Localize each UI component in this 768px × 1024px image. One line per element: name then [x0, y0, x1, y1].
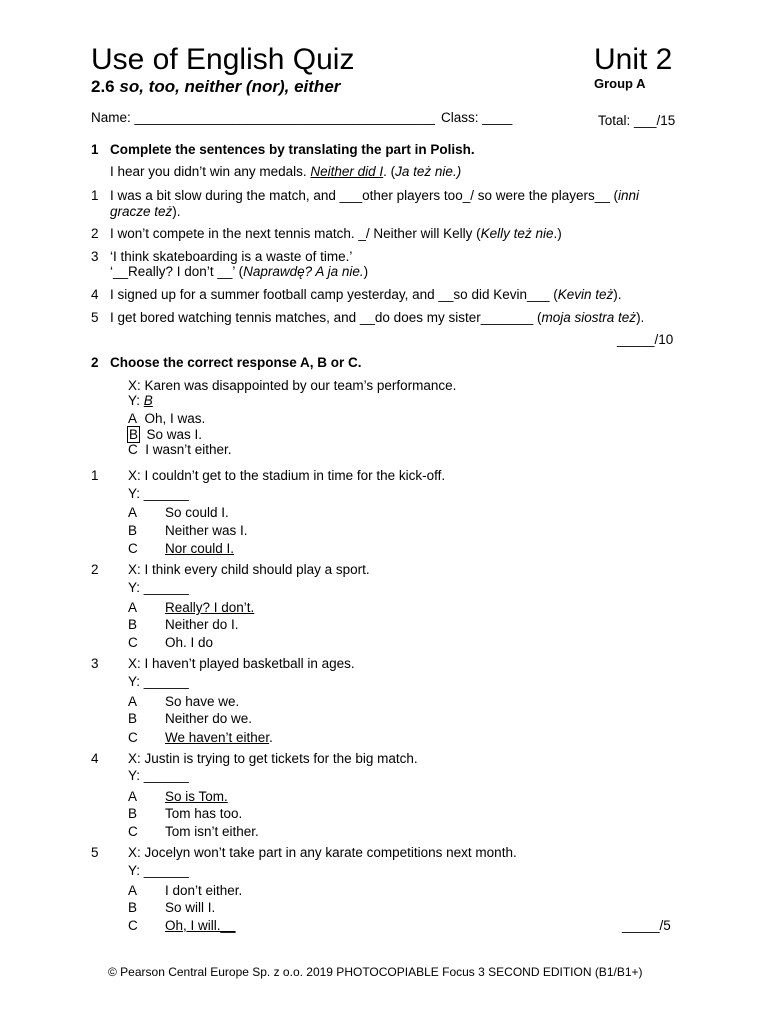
item-punct: ): [363, 264, 369, 279]
ex2-item-y: Y: ______: [128, 580, 189, 595]
ex2-item-number: 3: [91, 656, 99, 671]
option-letter: B: [128, 711, 138, 726]
ex2-item-number: 5: [91, 845, 99, 860]
option-letter: A: [128, 883, 138, 898]
ex1-item-number: 5: [91, 310, 99, 325]
ex2-item-x: X: I couldn’t get to the stadium in time for the kick-off.: [128, 468, 446, 483]
ex2-example-x: X: Karen was disappointed by our team’s performance.: [128, 378, 457, 393]
option-letter: A: [128, 789, 138, 804]
example-polish: Ja też nie.): [395, 164, 462, 179]
item-text: ‘__Really? I don’t __’ (: [110, 264, 244, 279]
answer-text: We haven’t either: [165, 730, 270, 745]
ex1-item-number: 3: [91, 249, 99, 264]
ex2-item-x: X: I haven’t played basketball in ages.: [128, 656, 355, 671]
option-text: Oh. I do: [165, 635, 214, 650]
ex2-item-x: X: Justin is trying to get tickets for the big match.: [128, 751, 418, 766]
ex2-item-number: 1: [91, 468, 99, 483]
option-text: I don’t either.: [165, 883, 243, 898]
option-letter: A: [128, 411, 138, 426]
ex2-item-y: Y: ______: [128, 486, 189, 501]
option-letter: A: [128, 694, 138, 709]
ex1-number: 1: [91, 142, 99, 157]
quiz-title: Use of English Quiz: [91, 43, 355, 76]
option-text: Tom has too.: [165, 806, 243, 821]
ex2-item-y: Y: ______: [128, 768, 189, 783]
item-polish: inni: [618, 188, 640, 203]
class-field: Class: ____: [441, 110, 513, 125]
option-text-answer: Oh, I will.__: [165, 918, 236, 933]
total-field: Total: ___/15: [598, 113, 676, 128]
ex2-score: _____/5: [622, 918, 671, 933]
ex2-instruction: Choose the correct response A, B or C.: [110, 355, 362, 370]
ex2-number: 2: [91, 355, 99, 370]
option-letter: C: [128, 635, 138, 650]
item-text: I won’t compete in the next tennis match. _/ Neither will Kelly (: [110, 226, 481, 241]
option-letter: C: [128, 442, 138, 457]
item-punct: ).: [172, 204, 181, 219]
option-text: I wasn’t either.: [145, 442, 232, 457]
item-polish: gracze też: [110, 204, 173, 219]
option-letter: B: [128, 523, 138, 538]
item-text: I get bored watching tennis matches, and __do does my sister_______ (: [110, 310, 542, 325]
ex2-example-option: [128, 442, 232, 458]
item-polish: Naprawdę? A ja nie.: [243, 264, 364, 279]
item-punct: .): [553, 226, 562, 241]
option-letter-selected: B: [129, 427, 139, 442]
option-text-answer: Really? I don’t.: [165, 600, 255, 615]
ex2-example-y: [128, 393, 153, 409]
item-polish: Kelly też nie: [480, 226, 554, 241]
item-polish: moja siostra też: [541, 310, 637, 325]
ex2-item-x: X: Jocelyn won’t take part in any karate competitions next month.: [128, 845, 517, 860]
example-answer: Neither did I: [310, 164, 384, 179]
ex1-item-number: 1: [91, 188, 99, 203]
item-punct: ).: [636, 310, 645, 325]
ex2-item-x: X: I think every child should play a sport.: [128, 562, 370, 577]
ex1-item-number: 4: [91, 287, 99, 302]
subtitle-number: 2.6: [91, 77, 115, 96]
option-letter: C: [128, 918, 138, 933]
example-punct: . (: [383, 164, 396, 179]
option-text: Neither was I.: [165, 523, 248, 538]
subtitle-topic: so, too, neither (nor), either: [119, 77, 341, 96]
ex2-item-y: Y: ______: [128, 863, 189, 878]
example-answer: B: [143, 393, 153, 408]
option-text: Oh, I was.: [144, 411, 206, 426]
option-text: So was I.: [146, 427, 203, 442]
option-letter: A: [128, 600, 138, 615]
unit-label: Unit 2: [594, 43, 673, 76]
option-letter: B: [128, 806, 138, 821]
option-text-answer: [165, 730, 273, 746]
ex1-item-number: 2: [91, 226, 99, 241]
ex1-item-5: [110, 310, 644, 326]
option-letter: A: [128, 505, 138, 520]
item-punct: ).: [613, 287, 622, 302]
option-text: Neither do we.: [165, 711, 253, 726]
example-text: I hear you didn’t win any medals.: [110, 164, 311, 179]
option-text: Tom isn’t either.: [165, 824, 259, 839]
ex1-item-1-line2: [110, 204, 181, 220]
option-letter: C: [128, 541, 138, 556]
ex1-item-3: ‘I think skateboarding is a waste of time.’: [110, 249, 353, 264]
option-text: So could I.: [165, 505, 229, 520]
option-text-answer: Nor could I.: [165, 541, 235, 556]
y-label: Y:: [128, 393, 144, 408]
answer-punct: .: [269, 730, 273, 745]
ex2-example-option: [128, 411, 205, 427]
option-letter: B: [128, 617, 138, 632]
ex1-item-1: [110, 188, 639, 204]
item-text: I signed up for a summer football camp yesterday, and __so did Kevin___ (: [110, 287, 558, 302]
group-label: Group A: [594, 76, 646, 91]
ex2-item-number: 2: [91, 562, 99, 577]
item-text: I was a bit slow during the match, and ___other players too_/ so were the players__ (: [110, 188, 619, 203]
subtitle: [91, 77, 340, 97]
ex1-score: _____/10: [617, 332, 674, 347]
ex1-instruction: Complete the sentences by translating the part in Polish.: [110, 142, 475, 157]
option-text: So will I.: [165, 900, 216, 915]
ex2-example-option: [128, 427, 202, 443]
footer-copyright: © Pearson Central Europe Sp. z o.o. 2019 PHOTOCOPIABLE Focus 3 SECOND EDITION (B1/B1+): [108, 965, 643, 979]
item-polish: Kevin też: [557, 287, 614, 302]
ex1-item-2: [110, 226, 562, 242]
option-text: Neither do I.: [165, 617, 239, 632]
ex1-example: [110, 164, 461, 180]
option-letter: C: [128, 824, 138, 839]
option-letter: B: [128, 900, 138, 915]
ex2-item-y: Y: ______: [128, 674, 189, 689]
ex1-item-4: [110, 287, 622, 303]
option-letter: C: [128, 730, 138, 745]
ex2-item-number: 4: [91, 751, 99, 766]
option-text-answer: So is Tom.: [165, 789, 228, 804]
ex1-item-3-line2: [110, 264, 368, 280]
name-field: Name: ________________________________________: [91, 110, 435, 125]
option-text: So have we.: [165, 694, 240, 709]
